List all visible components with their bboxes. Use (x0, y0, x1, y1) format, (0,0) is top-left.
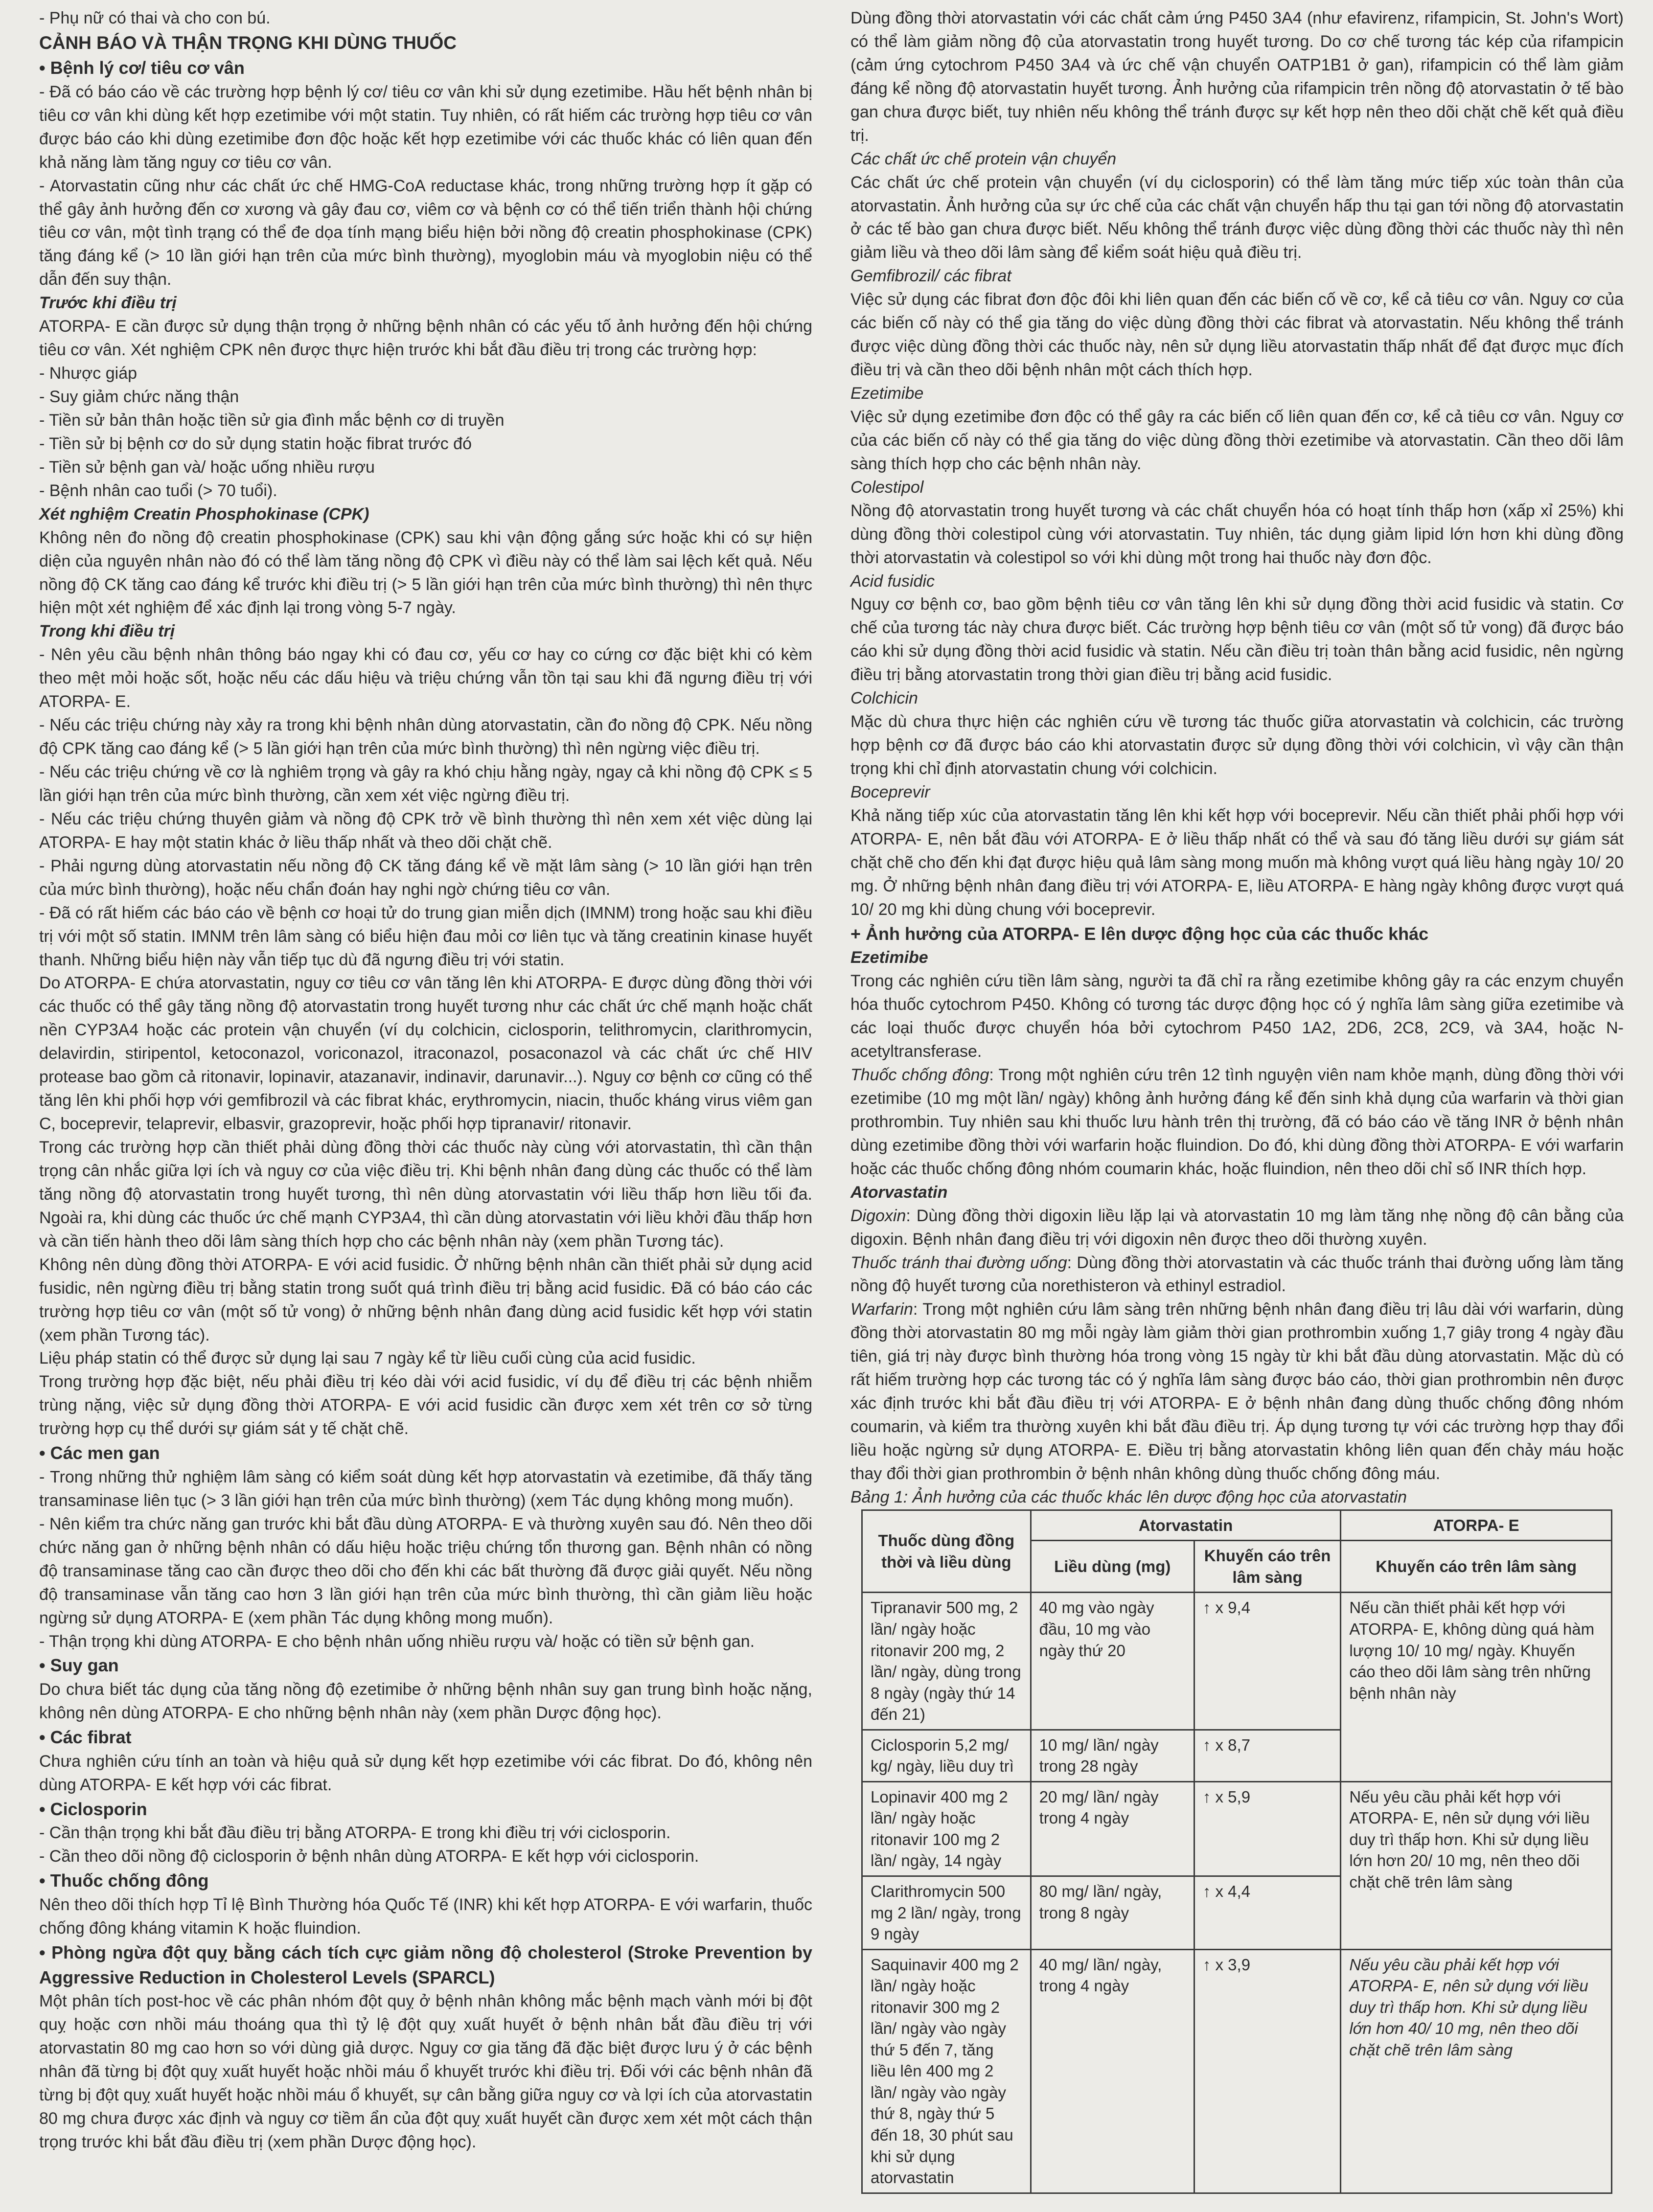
paragraph: - Đã có báo cáo về các trường hợp bệnh lý cơ/ tiêu cơ vân khi sử dụng ezetimibe. Hầu hết bệnh nhân bị tiêu cơ vân khi dùng kết hợp ezetimibe với một statin. Tuy nhiên, có rất hiếm các trường hợp tiêu cơ vân được báo cáo khi dùng ezetimibe đơn độc hoặc kết hợp ezetimibe với các thuốc khác có liên quan đến khả năng làm tăng nguy cơ tiêu cơ vân. (39, 82, 812, 172)
paragraph: Nguy cơ bệnh cơ, bao gồm bệnh tiêu cơ vân tăng lên khi sử dụng đồng thời acid fusidic và statin. Cơ chế của tương tác này chưa được biết. Các trường hợp bệnh tiêu cơ vân (một số tử vong) đã được báo cáo khi sử dụng đồng thời acid fusidic và statin. Nếu cần điều trị toàn thân bằng acid fusidic, nên ngừng điều trị bằng atorvastatin trong thời gian điều trị bằng acid fusidic. (850, 595, 1624, 684)
paragraph: Khả năng tiếp xúc của atorvastatin tăng lên khi kết hợp với boceprevir. Nếu cần thiết phải phối hợp với ATORPA- E, nên bắt đầu với ATORPA- E ở liều thấp nhất có thể và sau đó tăng liều dưới sự giám sát chặt chẽ cho đến khi đạt được hiệu quả lâm sàng mong muốn mà không vượt quá liều hàng ngày 10/ 20 mg. Ở những bệnh nhân đang điều trị với ATORPA- E, liều ATORPA- E hàng ngày không được vượt quá 10/ 20 mg khi dùng chung với boceprevir. (850, 806, 1624, 919)
list-item: - Nếu các triệu chứng thuyên giảm và nồng độ CPK trở về bình thường thì nên xem xét việc dùng lại ATORPA- E hay một statin khác ở liều thấp nhất và theo dõi chặt chẽ. (39, 809, 812, 852)
ciclosporin-heading: • Ciclosporin (39, 1799, 147, 1819)
cell-clinical: ↑ x 8,7 (1194, 1730, 1340, 1781)
list-item: - Đã có rất hiếm các báo cáo về bệnh cơ hoại tử do trung gian miễn dịch (IMNM) trong hoặc sau khi điều trị với một số statin. IMNM trên lâm sàng có biểu hiện đau mỏi cơ liên tục và tăng creatinin kinase huyết thanh. Những biểu hiện này vẫn tiếp tục dù đã ngưng điều trị với statin. (39, 903, 812, 969)
right-column (850, 7, 1624, 2212)
list-item: - Cần thận trọng khi bắt đầu điều trị bằng ATORPA- E trong khi điều trị với ciclosporin. (39, 1824, 671, 1843)
paragraph-text: : Trong một nghiên cứu trên 12 tình nguyện viên nam khỏe mạnh, dùng đồng thời với ezetimibe (10 mg một lần/ ngày) không ảnh hưởng đáng kể đến sinh khả dụng của warfarin và thời gian prothrombin. Tuy nhiên sau khi thuốc lưu hành trên thị trường, đã có báo cáo về tăng INR ở bệnh nhân dùng ezetimibe đồng thời với warfarin hoặc fluindion. Do đó, khi dùng đồng thời ATORPA- E với warfarin hoặc các thuốc chống đông nhóm coumarin khác, hoặc fluindion, nên theo dõi chỉ số INR thích hợp. (850, 1066, 1624, 1178)
cell-dose: 80 mg/ lần/ ngày, trong 8 ngày (1031, 1876, 1194, 1950)
list-item: - Thận trọng khi dùng ATORPA- E cho bệnh nhân uống nhiều rượu và/ hoặc có tiền sử bệnh gan. (39, 1632, 755, 1651)
paragraph: Nên theo dõi thích hợp Tỉ lệ Bình Thường hóa Quốc Tế (INR) khi kết hợp ATORPA- E với warfarin, thuốc chống đông kháng vitamin K hoặc fluindion. (39, 1895, 812, 1938)
paragraph-text: : Dùng đồng thời atorvastatin và các thuốc tránh thai đường uống làm tăng nồng độ huyết tương của norethisteron và ethinyl estradiol. (850, 1253, 1624, 1296)
subheading: Gemfibrozil/ các fibrat (850, 267, 1011, 286)
subheading: Ezetimibe (850, 384, 924, 403)
pk-effects-heading: + Ảnh hưởng của ATORPA- E lên dược động học của các thuốc khác (850, 923, 1429, 944)
cell-recommendation: Nếu yêu cầu phải kết hợp với ATORPA- E, nên sử dụng với liều duy trì thấp hơn. Khi sử dụng liều lớn hơn 20/ 10 mg, nên theo dõi chặt chẽ trên lâm sàng (1341, 1781, 1612, 1949)
column-header-dose: Liều dùng (mg) (1031, 1541, 1194, 1593)
interaction-table (861, 1509, 1612, 2194)
paragraph: Một phân tích post-hoc về các phân nhóm đột quỵ ở bệnh nhân không mắc bệnh mạch vành mới bị đột quỵ hoặc cơn nhồi máu thoáng qua thì tỷ lệ đột quỵ xuất huyết ở bệnh nhân bắt đầu điều trị với atorvastatin 80 mg cao hơn so với dùng giả dược. Nguy cơ gia tăng đã đặc biệt được lưu ý ở các bệnh nhân đã từng bị đột quỵ xuất huyết hoặc nhồi máu ổ khuyết trước khi điều trị. Đối với các bệnh nhân đã từng bị đột quỵ xuất huyết hoặc nhồi máu ổ khuyết, sự cân bằng giữa nguy cơ và lợi ích của atorvastatin 80 mg chưa được xác định và nguy cơ tiềm ẩn của đột quỵ xuất huyết cần được xem xét một cách thận trọng trước khi bắt đầu điều trị (xem phần Dược động học). (39, 1992, 812, 2152)
list-item: - Nếu các triệu chứng này xảy ra trong khi bệnh nhân dùng atorvastatin, cần đo nồng độ CPK. Nếu nồng độ CPK tăng cao đáng kể (> 5 lần giới hạn trên của mức bình thường) thì nên ngừng việc điều trị. (39, 716, 812, 758)
cell-drug: Ciclosporin 5,2 mg/ kg/ ngày, liều duy trì (862, 1730, 1031, 1781)
paragraph: Liệu pháp statin có thể được sử dụng lại sau 7 ngày kể từ liều cuối cùng của acid fusidic. (39, 1349, 696, 1368)
paragraph (850, 1298, 1624, 1486)
list-item: - Tiền sử bị bệnh cơ do sử dụng statin hoặc fibrat trước đó (39, 434, 472, 453)
paragraph: - Atorvastatin cũng như các chất ức chế HMG-CoA reductase khác, trong những trường hợp ít gặp có thể gây ảnh hưởng đến cơ xương và gây đau cơ, viêm cơ và bệnh cơ có thể tiến triển thành hội chứng tiêu cơ vân, một tình trạng có thể đe dọa tính mạng biểu hiện bởi nồng độ creatin phosphokinase (CPK) tăng đáng kể (> 10 lần giới hạn trên của mức bình thường), myoglobin máu và myoglobin niệu có thể dẫn đến suy thận. (39, 176, 812, 289)
list-item: - Nên yêu cầu bệnh nhân thông báo ngay khi có đau cơ, yếu cơ hay co cứng cơ đặc biệt khi có kèm theo mệt mỏi hoặc sốt, hoặc nếu các dấu hiệu và triệu chứng vẫn tồn tại sau khi đã ngưng điều trị với ATORPA- E. (39, 645, 812, 711)
cell-recommendation: Nếu cần thiết phải kết hợp với ATORPA- E, không dùng quá hàm lượng 10/ 10 mg/ ngày. Khuyến cáo theo dõi lâm sàng trên những bệnh nhân này (1341, 1593, 1612, 1781)
cell-dose: 10 mg/ lần/ ngày trong 28 ngày (1031, 1730, 1194, 1781)
paragraph: Không nên đo nồng độ creatin phosphokinase (CPK) sau khi vận động gắng sức hoặc khi có sự hiện diện của nguyên nhân nào đó có thể làm tăng nồng độ CPK vì điều này có thể làm sai lệch kết quả. Nếu nồng độ CK tăng cao đáng kể trước khi điều trị (> 5 lần giới hạn trên của mức bình thường) thì nên thực hiện một xét nghiệm để xác định lại trong vòng 5-7 ngày. (39, 528, 812, 617)
subheading: Colchicin (850, 689, 918, 708)
column-header-atorvastatin: Atorvastatin (1031, 1510, 1341, 1541)
subheading: Acid fusidic (850, 571, 935, 591)
section-title: CẢNH BÁO VÀ THẬN TRỌNG KHI DÙNG THUỐC (39, 32, 457, 53)
inline-label: Warfarin (850, 1300, 913, 1319)
list-item: - Tiền sử bệnh gan và/ hoặc uống nhiều rượu (39, 457, 375, 477)
hepatic-impairment-heading: • Suy gan (39, 1655, 119, 1676)
paragraph: Việc sử dụng các fibrat đơn độc đôi khi liên quan đến các biến cố về cơ, kể cả tiêu cơ vân. Nguy cơ của các biến cố này có thể gia tăng do việc dùng đồng thời các fibrat và atorvastatin. Nếu không thể tránh được việc dùng đồng thời các thuốc này, nên sử dụng liều atorvastatin thấp nhất để đạt được mục đích điều trị và cần theo dõi bệnh nhân một cách thích hợp. (850, 290, 1624, 380)
paragraph: Trong các nghiên cứu tiền lâm sàng, người ta đã chỉ ra rằng ezetimibe không gây ra các enzym chuyển hóa thuốc cytochrom P450. Không có tương tác dược động học có ý nghĩa lâm sàng giữa ezetimibe và các loại thuốc được chuyển hóa bởi cytochrom P450 1A2, 2D6, 2C8, 2C9, và 3A4, hoặc N-acetyltransferase. (850, 972, 1624, 1061)
cell-clinical: ↑ x 9,4 (1194, 1593, 1340, 1730)
fibrates-heading: • Các fibrat (39, 1727, 132, 1748)
column-header-atorpa: ATORPA- E (1341, 1510, 1612, 1541)
paragraph: Việc sử dụng ezetimibe đơn độc có thể gây ra các biến cố liên quan đến cơ, kể cả tiêu cơ vân. Nguy cơ của các biến cố này có thể gia tăng do việc dùng đồng thời ezetimibe và atorvastatin. Cần theo dõi lâm sàng thích hợp cho các bệnh nhân này. (850, 407, 1624, 473)
cell-drug: Clarithromycin 500 mg 2 lần/ ngày, trong 9 ngày (862, 1876, 1031, 1950)
cpk-heading: Xét nghiệm Creatin Phosphokinase (CPK) (39, 504, 369, 524)
paragraph: ATORPA- E cần được sử dụng thận trọng ở những bệnh nhân có các yếu tố ảnh hưởng đến hội chứng tiêu cơ vân. Xét nghiệm CPK nên được thực hiện trước khi bắt đầu điều trị trong các trường hợp: (39, 317, 812, 360)
during-treatment-heading: Trong khi điều trị (39, 622, 175, 641)
list-item: - Nếu các triệu chứng về cơ là nghiêm trọng và gây ra khó chịu hằng ngày, ngay cả khi nồng độ CPK ≤ 5 lần giới hạn trên của mức bình thường, cần xem xét việc ngừng điều trị. (39, 763, 812, 805)
table-caption: Bảng 1: Ảnh hưởng của các thuốc khác lên dược động học của atorvastatin (850, 1487, 1407, 1506)
column-header-recommendation: Khuyến cáo trên lâm sàng (1341, 1541, 1612, 1593)
before-treatment-heading: Trước khi điều trị (39, 294, 177, 313)
cell-clinical: ↑ x 5,9 (1194, 1781, 1340, 1876)
cell-dose: 20 mg/ lần/ ngày trong 4 ngày (1031, 1781, 1194, 1876)
subheading: Boceprevir (850, 782, 930, 801)
list-item: - Phải ngưng dùng atorvastatin nếu nồng độ CK tăng đáng kể về mặt lâm sàng (> 10 lần giới hạn trên của mức bình thường), hoặc nếu chẩn đoán hay nghi ngờ chứng tiêu cơ vân. (39, 856, 812, 899)
anticoagulants-heading: • Thuốc chống đông (39, 1870, 209, 1891)
paragraph-text: : Trong một nghiên cứu lâm sàng trên những bệnh nhân đang điều trị lâu dài với warfarin, dùng đồng thời atorvastatin 80 mg mỗi ngày làm giảm thời gian prothrombin xuống 1,7 giây trong 4 ngày đầu tiên, giá trị này được bình thường hóa trong vòng 15 ngày từ khi bắt đầu dùng atorvastatin. Mặc dù có rất hiếm trường hợp các tương tác có ý nghĩa lâm sàng được báo cáo, thời gian prothrombin nên được xác định trước khi bắt đầu điều trị với ATORPA- E ở bệnh nhân đang dùng thuốc chống đông nhóm coumarin, và kiểm tra thường xuyên khi bắt đầu điều trị. Áp dụng tương tự với các trường hợp thay đổi liều hoặc ngừng sử dụng ATORPA- E. Điều trị bằng atorvastatin không liên quan đến chảy máu hoặc thay đổi thời gian prothrombin ở bệnh nhân không dùng thuốc chống đông máu. (850, 1300, 1624, 1483)
list-item: - Bệnh nhân cao tuổi (> 70 tuổi). (39, 481, 277, 500)
paragraph: Mặc dù chưa thực hiện các nghiên cứu về tương tác thuốc giữa atorvastatin và colchicin, các trường hợp bệnh cơ đã được báo cáo khi atorvastatin được sử dụng đồng thời với colchicin, vì vậy cần thận trọng khi chỉ định atorvastatin chung với colchicin. (850, 712, 1624, 778)
top-line: - Phụ nữ có thai và cho con bú. (39, 9, 271, 27)
cell-drug: Lopinavir 400 mg 2 lần/ ngày hoặc ritonavir 100 mg 2 lần/ ngày, 14 ngày (862, 1781, 1031, 1876)
cell-dose: 40 mg/ lần/ ngày, trong 4 ngày (1031, 1949, 1194, 2193)
subheading: Atorvastatin (850, 1183, 948, 1202)
paragraph (850, 1252, 1624, 1299)
paragraph: Do ATORPA- E chứa atorvastatin, nguy cơ tiêu cơ vân tăng lên khi ATORPA- E được dùng đồng thời với các thuốc có thể gây tăng nồng độ atorvastatin trong huyết tương như các chất ức chế mạnh hoặc chất nền CYP3A4 hoặc các protein vận chuyển (ví dụ colchicin, ciclosporin, telithromycin, clarithromycin, delavirdin, stiripentol, ketoconazol, voriconazol, itraconazol, posaconazol và các chất ức chế HIV protease bao gồm cả ritonavir, lopinavir, atazanavir, indinavir, darunavir...). Nguy cơ bệnh cơ cũng có thể tăng lên khi phối hợp với gemfibrozil và các fibrat khác, erythromycin, niacin, thuốc kháng virus viêm gan C, boceprevir, telaprevir, elbasvir, grazoprevir, hoặc phối hợp tipranavir/ ritonavir. (39, 974, 812, 1134)
paragraph-text: : Dùng đồng thời digoxin liều lặp lại và atorvastatin 10 mg làm tăng nhẹ nồng độ cân bằng của digoxin. Bệnh nhân đang điều trị với digoxin nên được theo dõi thường xuyên. (850, 1206, 1624, 1249)
subheading: Các chất ức chế protein vận chuyển (850, 149, 1117, 168)
list-item: - Nhược giáp (39, 364, 138, 383)
table-row (862, 1593, 1612, 1730)
inline-label: Thuốc chống đông (850, 1066, 989, 1084)
inline-label: Digoxin (850, 1206, 906, 1225)
column-header-drug: Thuốc dùng đồng thời và liều dùng (862, 1510, 1031, 1593)
cell-dose: 40 mg vào ngày đầu, 10 mg vào ngày thứ 20 (1031, 1593, 1194, 1730)
cell-clinical: ↑ x 3,9 (1194, 1949, 1340, 2193)
list-item: - Tiền sử bản thân hoặc tiền sử gia đình mắc bệnh cơ di truyền (39, 410, 505, 430)
left-column (39, 7, 812, 2212)
paragraph: Dùng đồng thời atorvastatin với các chất cảm ứng P450 3A4 (như efavirenz, rifampicin, St. John's Wort) có thể làm giảm nồng độ của atorvastatin trong huyết tương. Do cơ chế tương tác kép của rifampicin (cảm ứng cytochrom P450 3A4 và ức chế vận chuyển OATP1B1 ở gan), rifampicin có thể làm giảm đáng kể nồng độ atorvastatin huyết tương. Ảnh hưởng của rifampicin trên nồng độ atorvastatin ở tế bào gan chưa được biết, tuy nhiên nếu không thể tránh được sự kết hợp nên theo dõi chặt chẽ kết quả điều trị. (850, 9, 1624, 145)
paragraph: Nồng độ atorvastatin trong huyết tương và các chất chuyển hóa có hoạt tính thấp hơn (xấp xỉ 25%) khi dùng đồng thời colestipol cùng với atorvastatin. Tuy nhiên, tác dụng giảm lipid lớn hơn khi dùng đồng thời atorvastatin và colestipol so với khi dùng một trong hai thuốc này đơn độc. (850, 501, 1624, 567)
table-header-row (862, 1510, 1612, 1541)
subheading: Ezetimibe (850, 948, 928, 967)
table-row (862, 1949, 1612, 2193)
paragraph: Các chất ức chế protein vận chuyển (ví dụ ciclosporin) có thể làm tăng mức tiếp xúc toàn thân của atorvastatin. Ảnh hưởng của sự ức chế của các chất vận chuyển hấp thu tại gan tới nồng độ atorvastatin ở các tế bào gan chưa được biết. Nếu không thể tránh được việc dùng đồng thời các thuốc này thì nên giảm liều và theo dõi lâm sàng để kiểm soát hiệu quả điều trị. (850, 173, 1624, 262)
cell-recommendation: Nếu yêu cầu phải kết hợp với ATORPA- E, nên sử dụng với liều duy trì thấp hơn. Khi sử dụng liều lớn hơn 40/ 10 mg, nên theo dõi chặt chẽ trên lâm sàng (1341, 1949, 1612, 2193)
list-item: - Trong những thử nghiệm lâm sàng có kiểm soát dùng kết hợp atorvastatin và ezetimibe, đã thấy tăng transaminase liên tục (> 3 lần giới hạn trên của mức bình thường) (xem Tác dụng không mong muốn). (39, 1467, 812, 1510)
liver-enzymes-heading: • Các men gan (39, 1443, 160, 1463)
paragraph: Không nên dùng đồng thời ATORPA- E với acid fusidic. Ở những bệnh nhân cần thiết phải sử dụng acid fusidic, nên ngừng điều trị bằng statin trong suốt quá trình điều trị bằng acid fusidic. Đã có báo cáo các trường hợp tiêu cơ vân (một số tử vong) ở những bệnh nhân đang dùng acid fusidic kết hợp với statin (xem phần Tương tác). (39, 1255, 812, 1345)
sparcl-heading: • Phòng ngừa đột quỵ bằng cách tích cực giảm nồng độ cholesterol (Stroke Prevention by Aggressive Reduction in Cholesterol Levels (SPARCL) (39, 1942, 812, 1987)
paragraph: Do chưa biết tác dụng của tăng nồng độ ezetimibe ở những bệnh nhân suy gan trung bình hoặc nặng, không nên dùng ATORPA- E cho những bệnh nhân này (xem phần Dược động học). (39, 1680, 812, 1723)
inline-label: Thuốc tránh thai đường uống (850, 1253, 1067, 1272)
list-item: - Nên kiểm tra chức năng gan trước khi bắt đầu dùng ATORPA- E và thường xuyên sau đó. Nên theo dõi chức năng gan ở những bệnh nhân có dấu hiệu hoặc triệu chứng tổn thương gan. Bệnh nhân có nồng độ transaminase tăng cao cần được theo dõi cho đến khi các bất thường đã được giải quyết. Nếu nồng độ transaminase vẫn tăng cao hơn 3 lần giới hạn trên của mức bình thường, thì cần giảm liều hoặc ngừng sử dụng ATORPA- E (xem phần Tác dụng không mong muốn). (39, 1514, 812, 1627)
list-item: - Cần theo dõi nồng độ ciclosporin ở bệnh nhân dùng ATORPA- E kết hợp với ciclosporin. (39, 1847, 699, 1866)
table-row (862, 1781, 1612, 1876)
paragraph: Trong trường hợp đặc biệt, nếu phải điều trị kéo dài với acid fusidic, ví dụ để điều trị các bệnh nhiễm trùng nặng, việc sử dụng đồng thời ATORPA- E với acid fusidic cần được xem xét trên cơ sở từng trường hợp cụ thể dưới sự giám sát y tế chặt chẽ. (39, 1372, 812, 1438)
paragraph: Trong các trường hợp cần thiết phải dùng đồng thời các thuốc này cùng với atorvastatin, thì cần thận trọng cân nhắc giữa lợi ích và nguy cơ của việc điều trị. Khi bệnh nhân đang dùng các thuốc có thể làm tăng nồng độ atorvastatin trong huyết tương, thì nên dùng atorvastatin với liều thấp hơn liều tối đa. Ngoài ra, khi dùng các thuốc ức chế mạnh CYP3A4, thì cần dùng atorvastatin với liều khởi đầu thấp hơn và cần tiến hành theo dõi lâm sàng thích hợp cho các bệnh nhân này (xem phần Tương tác). (39, 1138, 812, 1251)
paragraph (850, 1205, 1624, 1252)
myopathy-heading: • Bệnh lý cơ/ tiêu cơ vân (39, 58, 245, 78)
list-item: - Suy giảm chức năng thận (39, 388, 239, 407)
cell-drug: Saquinavir 400 mg 2 lần/ ngày hoặc ritonavir 300 mg 2 lần/ ngày vào ngày thứ 5 đến 7, tăng liều lên 400 mg 2 lần/ ngày vào ngày thứ 8, ngày thứ 5 đến 18, 30 phút sau khi sử dụng atorvastatin (862, 1949, 1031, 2193)
paragraph: Chưa nghiên cứu tính an toàn và hiệu quả sử dụng kết hợp ezetimibe với các fibrat. Do đó, không nên dùng ATORPA- E kết hợp với các fibrat. (39, 1752, 812, 1794)
column-header-clinical: Khuyến cáo trên lâm sàng (1194, 1541, 1340, 1593)
paragraph (850, 1064, 1624, 1181)
subheading: Colestipol (850, 478, 924, 497)
cell-clinical: ↑ x 4,4 (1194, 1876, 1340, 1950)
cell-drug: Tipranavir 500 mg, 2 lần/ ngày hoặc ritonavir 200 mg, 2 lần/ ngày, dùng trong 8 ngày (ngày thứ 14 đến 21) (862, 1593, 1031, 1730)
